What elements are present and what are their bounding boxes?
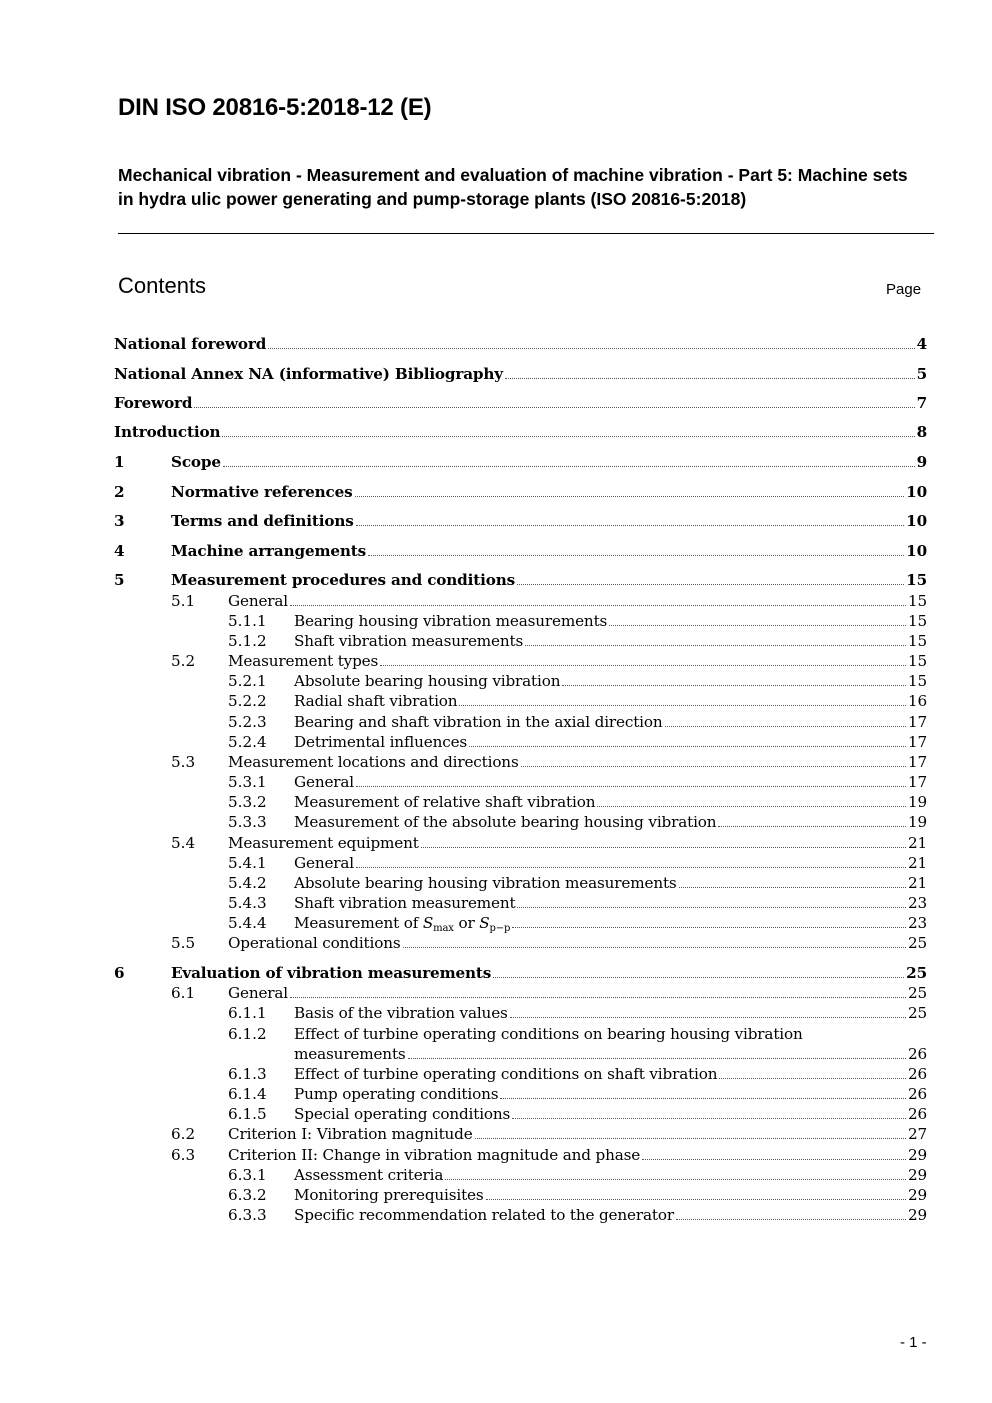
toc-entry-6-1-3[interactable] — [294, 1064, 927, 1084]
toc-entry-page: 15 — [907, 632, 927, 650]
leader-dots — [486, 1198, 906, 1200]
toc-entry-number: 5.2.4 — [228, 733, 267, 751]
leader-dots — [597, 805, 906, 807]
toc-entry-6-3-2[interactable] — [294, 1185, 927, 1205]
toc-entry-title-part: or — [453, 914, 480, 932]
toc-entry-national-annex[interactable] — [114, 364, 927, 384]
toc-entry-5-4[interactable] — [228, 833, 927, 853]
leader-dots — [719, 1077, 906, 1079]
toc-entry-number: 3 — [114, 512, 125, 530]
toc-entry-page: 5 — [916, 365, 927, 383]
toc-entry-number: 5.2 — [171, 652, 196, 670]
toc-entry-page: 4 — [916, 335, 927, 353]
toc-entry-6-1-4[interactable] — [294, 1084, 927, 1104]
toc-entry-page: 7 — [916, 394, 927, 412]
toc-entry-page: 21 — [907, 874, 927, 892]
toc-entry-title: Assessment criteria — [294, 1166, 444, 1184]
leader-dots — [356, 785, 906, 787]
toc-entry-5-4-3[interactable] — [294, 893, 927, 913]
toc-entry-number: 5.2.2 — [228, 692, 267, 710]
toc-entry-title: Machine arrangements — [171, 542, 367, 560]
leader-dots — [403, 946, 906, 948]
toc-entry-page: 17 — [907, 753, 927, 771]
toc-entry-title: Scope — [171, 453, 221, 471]
toc-entry-number: 5.5 — [171, 934, 196, 952]
page-column-heading: Page — [886, 281, 922, 298]
toc-entry-number: 5.3 — [171, 753, 196, 771]
toc-entry-6-1-5[interactable] — [294, 1104, 927, 1124]
toc-entry-number: 5.2.1 — [228, 672, 267, 690]
toc-entry-page: 15 — [906, 571, 927, 589]
toc-entry-page: 15 — [907, 652, 927, 670]
toc-entry-page: 26 — [907, 1045, 927, 1063]
toc-entry-number: 6.1.1 — [228, 1004, 267, 1022]
toc-entry-page: 10 — [906, 512, 927, 530]
leader-dots — [609, 624, 906, 626]
toc-entry-page: 26 — [907, 1105, 927, 1123]
toc-entry-title: General — [228, 592, 289, 610]
toc-entry-page: 16 — [907, 692, 927, 710]
toc-entry-number: 5.4.4 — [228, 914, 267, 932]
leader-dots — [676, 1218, 906, 1220]
toc-entry-number: 5.3.2 — [228, 793, 267, 811]
toc-entry-title: Measurement locations and directions — [228, 753, 519, 771]
toc-entry-title: Measurement equipment — [228, 834, 419, 852]
leader-dots — [679, 886, 906, 888]
leader-dots — [512, 1117, 906, 1119]
toc-entry-5-5[interactable] — [228, 933, 927, 953]
toc-entry-number: 6.2 — [171, 1125, 196, 1143]
leader-dots — [500, 1097, 906, 1099]
toc-entry-title: Shaft vibration measurements — [294, 632, 524, 650]
toc-entry-title: National Annex NA (informative) Bibliography — [114, 365, 503, 383]
toc-entry-title: General — [294, 773, 355, 791]
toc-entry-title: General — [228, 984, 289, 1002]
toc-entry-number: 5.3.1 — [228, 773, 267, 791]
toc-entry-number: 6.3.1 — [228, 1166, 267, 1184]
toc-entry-national-foreword[interactable] — [114, 334, 927, 354]
toc-entry-foreword[interactable] — [114, 393, 927, 413]
leader-dots — [445, 1178, 906, 1180]
toc-entry-page: 27 — [907, 1125, 927, 1143]
leader-dots — [408, 1057, 906, 1059]
toc-entry-title: Absolute bearing housing vibration measurements — [294, 874, 677, 892]
toc-entry-number: 5.2.3 — [228, 713, 267, 731]
toc-entry-5-2-4[interactable] — [294, 732, 927, 752]
leader-dots — [493, 976, 904, 978]
toc-entry-title: Bearing and shaft vibration in the axial direction — [294, 713, 663, 731]
toc-entry-title: Criterion I: Vibration magnitude — [228, 1125, 473, 1143]
toc-entry-terms-definitions[interactable] — [171, 511, 927, 531]
toc-entry-scope[interactable] — [171, 452, 927, 472]
toc-entry-title: Pump operating conditions — [294, 1085, 499, 1103]
toc-entry-title: Special operating conditions — [294, 1105, 511, 1123]
toc-entry-number: 5.1.1 — [228, 612, 267, 630]
toc-entry-title: Introduction — [114, 423, 221, 441]
toc-entry-page: 29 — [907, 1146, 927, 1164]
toc-entry-6-3-3[interactable] — [294, 1205, 927, 1225]
leader-dots — [665, 725, 906, 727]
toc-entry-introduction[interactable] — [114, 422, 927, 442]
toc-entry-number: 5.1.2 — [228, 632, 267, 650]
toc-entry-number: 6.1.3 — [228, 1065, 267, 1083]
toc-entry-page: 25 — [907, 984, 927, 1002]
toc-entry-number: 6.1.4 — [228, 1085, 267, 1103]
toc-entry-page: 26 — [907, 1085, 927, 1103]
toc-entry-evaluation[interactable] — [171, 963, 927, 983]
toc-entry-page: 10 — [906, 542, 927, 560]
toc-entry-title-part: Measurement of — [294, 914, 423, 932]
leader-dots — [368, 554, 904, 556]
toc-entry-5-3-3[interactable] — [294, 812, 927, 832]
toc-entry-title: Specific recommendation related to the generator — [294, 1206, 674, 1224]
toc-entry-5-1-2[interactable] — [294, 631, 927, 651]
toc-entry-page: 25 — [906, 964, 927, 982]
toc-entry-title: Measurement procedures and conditions — [171, 571, 516, 589]
toc-entry-number: 6.1.2 — [228, 1025, 267, 1043]
toc-entry-5-4-2[interactable] — [294, 873, 927, 893]
page-number: - 1 - — [900, 1334, 927, 1351]
toc-entry-5-3[interactable] — [228, 752, 927, 772]
toc-entry-page: 19 — [907, 813, 927, 831]
smax-symbol: S — [422, 914, 434, 932]
document-title: DIN ISO 20816-5:2018-12 (E) — [118, 94, 432, 121]
toc-entry-title: Monitoring prerequisites — [294, 1186, 484, 1204]
leader-dots — [290, 604, 906, 606]
toc-entry-5-1-1[interactable] — [294, 611, 927, 631]
leader-dots — [512, 926, 906, 928]
toc-entry-6-1-2-line2[interactable] — [294, 1044, 927, 1064]
leader-dots — [517, 583, 904, 585]
toc-entry-page: 29 — [907, 1166, 927, 1184]
toc-entry-number: 5.1 — [171, 592, 196, 610]
toc-entry-page: 21 — [907, 834, 927, 852]
toc-entry-6-1-1[interactable] — [294, 1003, 927, 1023]
toc-entry-page: 29 — [907, 1206, 927, 1224]
toc-entry-number: 4 — [114, 542, 125, 560]
toc-entry-6-3-1[interactable] — [294, 1165, 927, 1185]
toc-entry-page: 15 — [907, 672, 927, 690]
toc-entry-title: National foreword — [114, 335, 267, 353]
toc-entry-title: Radial shaft vibration — [294, 692, 458, 710]
toc-entry-6-2[interactable] — [228, 1124, 927, 1144]
toc-entry-title: Measurement types — [228, 652, 379, 670]
leader-dots — [380, 664, 906, 666]
toc-entry-page: 17 — [907, 713, 927, 731]
leader-dots — [469, 745, 906, 747]
toc-entry-title: Effect of turbine operating conditions on shaft vibration — [294, 1065, 718, 1083]
toc-entry-6-1[interactable] — [228, 983, 927, 1003]
toc-entry-page: 23 — [907, 894, 927, 912]
toc-entry-5-3-1[interactable] — [294, 772, 927, 792]
toc-entry-title: Shaft vibration measurement — [294, 894, 516, 912]
leader-dots — [194, 406, 914, 408]
toc-entry-number: 1 — [114, 453, 125, 471]
leader-dots — [562, 684, 906, 686]
toc-entry-title: Normative references — [171, 483, 353, 501]
leader-dots — [525, 644, 906, 646]
toc-entry-title: Criterion II: Change in vibration magnitude and phase — [228, 1146, 641, 1164]
toc-entry-title: General — [294, 854, 355, 872]
toc-entry-number: 5.4.2 — [228, 874, 267, 892]
toc-entry-title: Foreword — [114, 394, 193, 412]
contents-heading: Contents — [118, 273, 207, 298]
leader-dots — [421, 846, 906, 848]
leader-dots — [223, 465, 915, 467]
toc-entry-machine-arrangements[interactable] — [171, 541, 927, 561]
toc-entry-page: 19 — [907, 793, 927, 811]
toc-entry-number: 6.3.2 — [228, 1186, 267, 1204]
smax-subscript: max — [433, 923, 454, 934]
leader-dots — [718, 825, 906, 827]
toc-entry-5-4-1[interactable] — [294, 853, 927, 873]
toc-entry-5-4-4[interactable] — [294, 913, 927, 933]
toc-entry-title: Operational conditions — [228, 934, 401, 952]
toc-entry-5-3-2[interactable] — [294, 792, 927, 812]
toc-entry-page: 15 — [907, 612, 927, 630]
leader-dots — [356, 866, 906, 868]
leader-dots — [521, 765, 906, 767]
toc-entry-normative-references[interactable] — [171, 482, 927, 502]
leader-dots — [475, 1137, 906, 1139]
toc-entry-page: 29 — [907, 1186, 927, 1204]
document-subtitle: Mechanical vibration - Measurement and evaluation of machine vibration - Part 5: Machine sets in hydra ulic power generating and pump-storage plants (ISO 20816-5:2018) — [118, 165, 908, 209]
toc-entry-title: Evaluation of vibration measurements — [171, 964, 492, 982]
toc-entry-number: 6.1 — [171, 984, 196, 1002]
toc-entry-number: 5.4 — [171, 834, 196, 852]
toc-entry-page: 23 — [907, 914, 927, 932]
toc-entry-title: Basis of the vibration values — [294, 1004, 508, 1022]
spp-subscript: p−p — [489, 923, 511, 934]
leader-dots — [510, 1016, 906, 1018]
toc-entry-title: Terms and definitions — [171, 512, 354, 530]
toc-entry-page: 21 — [907, 854, 927, 872]
toc-entry-page: 15 — [907, 592, 927, 610]
leader-dots — [505, 377, 915, 379]
toc-entry-5-2[interactable] — [228, 651, 927, 671]
toc-entry-number: 6 — [114, 964, 125, 982]
toc-entry-title: Absolute bearing housing vibration — [294, 672, 561, 690]
leader-dots — [355, 495, 905, 497]
toc-entry-number: 5 — [114, 571, 125, 589]
leader-dots — [356, 524, 904, 526]
toc-entry-number: 5.4.3 — [228, 894, 267, 912]
toc-entry-page: 26 — [907, 1065, 927, 1083]
toc-entry-number: 6.3.3 — [228, 1206, 267, 1224]
toc-entry-5-2-2[interactable] — [294, 691, 927, 711]
leader-dots — [222, 435, 914, 437]
toc-entry-title: Measurement of relative shaft vibration — [294, 793, 596, 811]
toc-entry-page: 17 — [907, 773, 927, 791]
leader-dots — [517, 906, 905, 908]
leader-dots — [268, 347, 914, 349]
toc-entry-5-2-1[interactable] — [294, 671, 927, 691]
toc-entry-number: 2 — [114, 483, 125, 501]
toc-entry-title: Measurement of the absolute bearing housing vibration — [294, 813, 717, 831]
toc-entry-number: 5.3.3 — [228, 813, 267, 831]
toc-entry-measurement-procedures[interactable] — [171, 570, 927, 590]
toc-entry-5-2-3[interactable] — [294, 712, 927, 732]
toc-entry-number: 6.1.5 — [228, 1105, 267, 1123]
leader-dots — [290, 996, 906, 998]
toc-entry-page: 8 — [916, 423, 927, 441]
leader-dots — [459, 704, 906, 706]
toc-entry-page: 10 — [906, 483, 927, 501]
toc-entry-number: 5.4.1 — [228, 854, 267, 872]
toc-entry-page: 25 — [907, 1004, 927, 1022]
toc-entry-page: 9 — [916, 453, 927, 471]
spp-symbol: S — [479, 914, 490, 932]
toc-entry-title: Bearing housing vibration measurements — [294, 612, 608, 630]
toc-entry-5-1[interactable] — [228, 591, 927, 611]
toc-entry-number: 6.3 — [171, 1146, 196, 1164]
toc-entry-title-continued: measurements — [294, 1045, 406, 1063]
leader-dots — [642, 1158, 906, 1160]
toc-entry-title: Effect of turbine operating conditions on bearing housing vibration — [294, 1025, 803, 1043]
toc-entry-page: 25 — [907, 934, 927, 952]
toc-entry-page: 17 — [907, 733, 927, 751]
toc-entry-6-3[interactable] — [228, 1145, 927, 1165]
toc-entry-6-1-2-line1[interactable] — [294, 1024, 927, 1044]
toc-entry-title: Detrimental influences — [294, 733, 468, 751]
